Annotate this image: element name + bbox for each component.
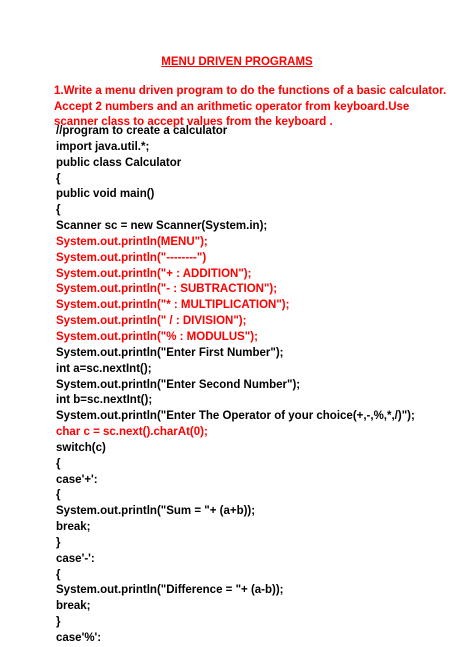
code-line: //program to create a calculator bbox=[56, 125, 228, 137]
question-line: scanner class to accept values from the keyboard . bbox=[54, 116, 333, 128]
code-line: { bbox=[56, 172, 61, 185]
code-line: { bbox=[56, 204, 61, 217]
code-line: System.out.println("Difference = "+ (a-b)); bbox=[56, 584, 284, 597]
code-line: break; bbox=[56, 521, 91, 534]
code-line: case'-': bbox=[56, 552, 95, 565]
code-line: char c = sc.next().charAt(0); bbox=[56, 426, 208, 439]
code-line: case'+': bbox=[56, 473, 98, 486]
code-line: break; bbox=[56, 600, 91, 613]
question-line: 1.Write a menu driven program to do the functions of a basic calculator. bbox=[54, 85, 447, 97]
code-line: int a=sc.nextInt(); bbox=[56, 362, 152, 375]
code-line: } bbox=[56, 616, 61, 629]
code-line: import java.util.*; bbox=[56, 140, 150, 153]
code-line: System.out.println("- : SUBTRACTION"); bbox=[56, 283, 278, 296]
code-line: System.out.println("Enter The Operator of your choice(+,-,%,*,/)"); bbox=[56, 410, 415, 423]
code-line: Scanner sc = new Scanner(System.in); bbox=[56, 220, 268, 233]
code-line: { bbox=[56, 457, 61, 470]
code-line: int b=sc.nextInt(); bbox=[56, 394, 153, 407]
code-line: public class Calculator bbox=[56, 156, 182, 169]
code-line: switch(c) bbox=[56, 441, 106, 454]
code-line: System.out.println(" / : DIVISION"); bbox=[56, 315, 247, 328]
question-line: Accept 2 numbers and an arithmetic operator from keyboard.Use bbox=[54, 100, 410, 113]
code-line: case'%': bbox=[56, 632, 102, 644]
code-line: { bbox=[56, 568, 61, 581]
code-line: System.out.println("Enter First Number"); bbox=[56, 346, 284, 359]
code-line: System.out.println("+ : ADDITION"); bbox=[56, 267, 252, 280]
code-line: System.out.println("* : MULTIPLICATION"); bbox=[56, 299, 290, 312]
code-line: public void main() bbox=[56, 188, 155, 201]
code-line: System.out.println("% : MODULUS"); bbox=[56, 330, 258, 343]
code-block bbox=[56, 124, 466, 647]
code-line: System.out.println("--------") bbox=[56, 251, 207, 264]
code-line: System.out.println("Enter Second Number"); bbox=[56, 378, 301, 391]
code-line: { bbox=[56, 489, 61, 502]
code-line: System.out.println("Sum = "+ (a+b)); bbox=[56, 505, 256, 518]
code-line: } bbox=[56, 536, 61, 549]
code-line: System.out.println(MENU"); bbox=[56, 235, 208, 248]
document-title: MENU DRIVEN PROGRAMS bbox=[161, 56, 313, 68]
